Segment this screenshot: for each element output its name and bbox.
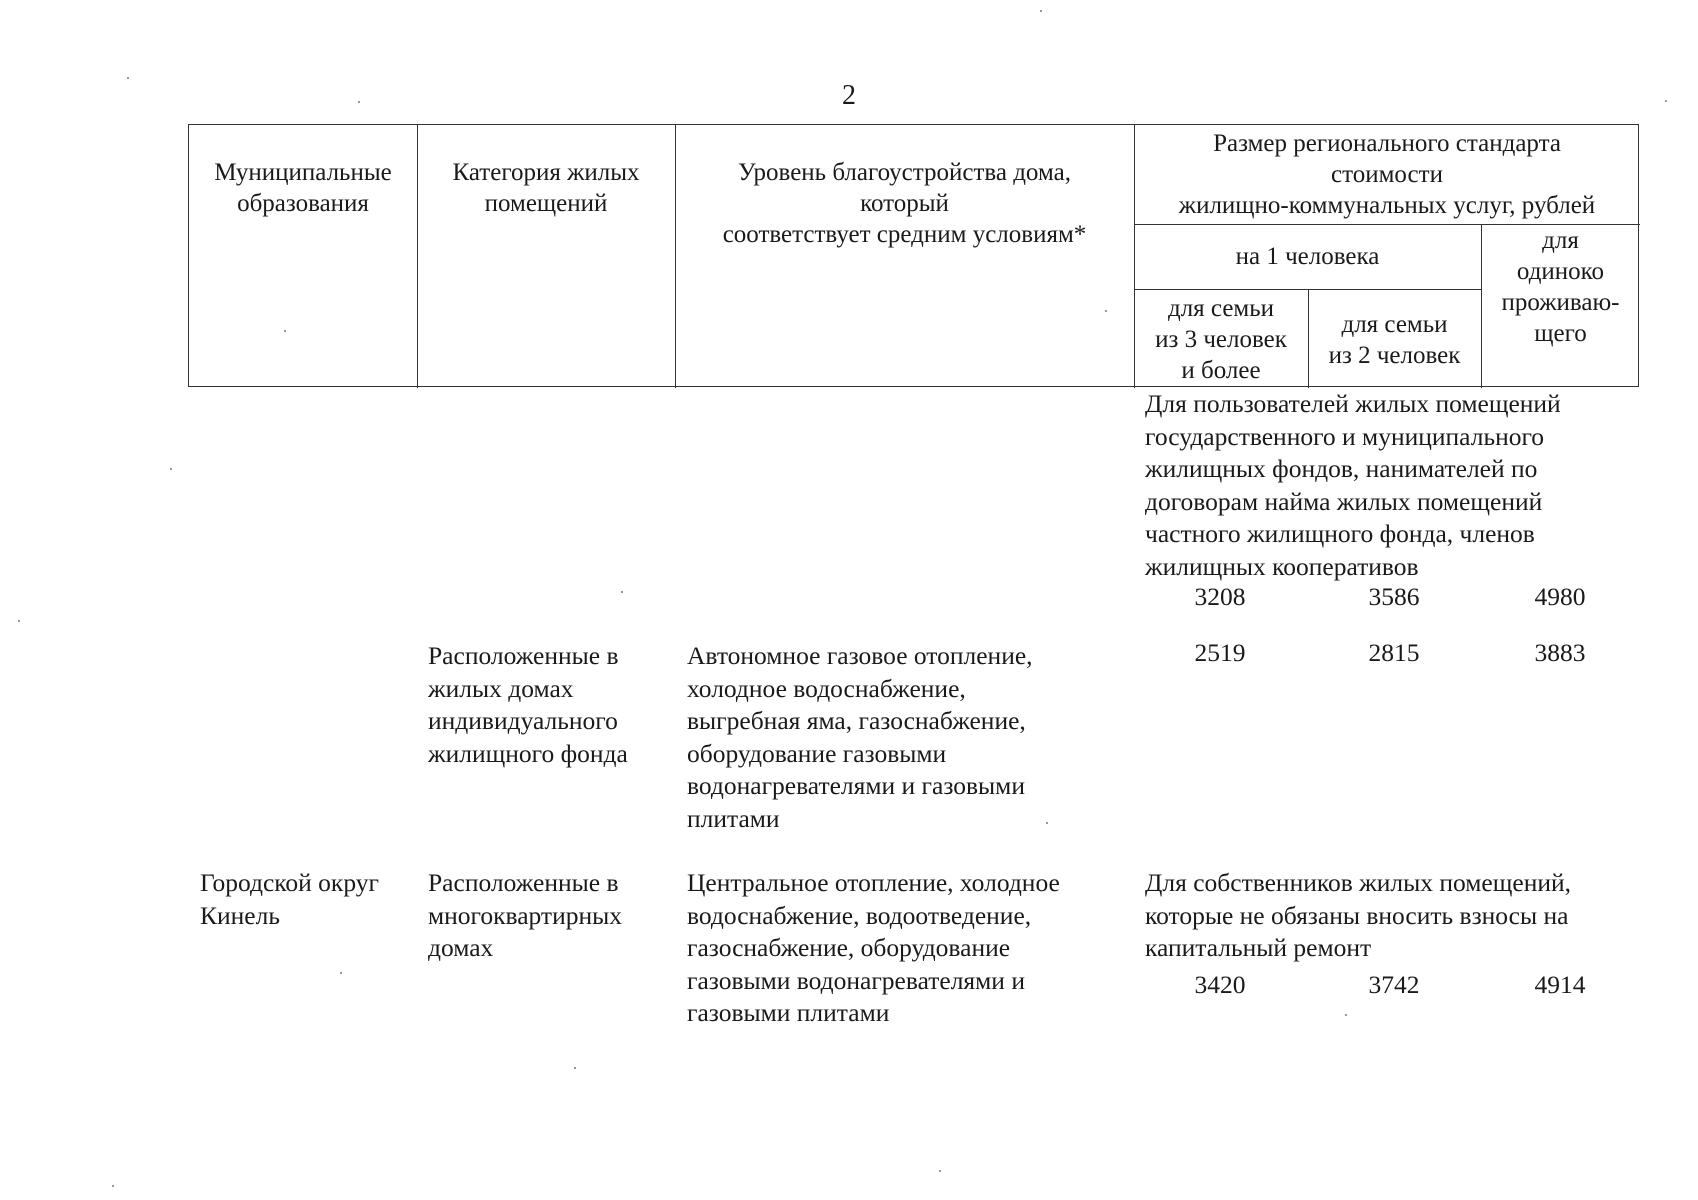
header-family-2: для семьи из 2 человек: [1328, 311, 1461, 369]
value-single: 3883: [1534, 638, 1586, 667]
scan-speck: [112, 1185, 114, 1187]
header-single-resident: для одиноко проживаю- щего: [1501, 227, 1620, 347]
row-category: Расположенные в многоквартирных домах: [428, 868, 623, 962]
scan-speck: [621, 591, 623, 593]
value-single: 4914: [1534, 970, 1586, 999]
page-number: 2: [842, 80, 856, 111]
value-family-2: 3586: [1368, 582, 1420, 611]
scan-speck: [1040, 10, 1042, 12]
header-per-person: на 1 человека: [1235, 243, 1380, 270]
scan-speck: [284, 330, 286, 332]
header-category: Категория жилых помещений: [452, 159, 640, 217]
value-single: 4980: [1534, 582, 1586, 611]
header-regional-standard: Размер регионального стандарта стоимости жилищно-коммунальных услуг, рублей: [1178, 130, 1596, 219]
value-family-3: 2519: [1194, 638, 1246, 667]
scan-speck: [358, 101, 360, 103]
value-family-3: 3208: [1194, 582, 1246, 611]
scan-speck: [574, 1067, 576, 1069]
scan-speck: [127, 77, 129, 79]
header-improvement-level: Уровень благоустройства дома, который соответствует средним условиям*: [722, 159, 1087, 248]
scan-speck: [18, 620, 20, 622]
scan-speck: [1046, 822, 1048, 824]
value-family-2: 2815: [1368, 638, 1420, 667]
row-note: Для пользователей жилых помещений государственного и муниципального жилищных фондов, нанимателей по договорам найма жилых помещений частного жилищного фонда, членов жилищных кооперативов: [1145, 389, 1561, 581]
scan-speck: [939, 1170, 941, 1172]
scan-speck: [1345, 1014, 1347, 1016]
row-improvement-level: Центральное отопление, холодное водоснабжение, водоотведение, газоснабжение, оборудование газовыми водонагревателями и газовыми плитами: [687, 868, 1060, 1027]
value-family-2: 3742: [1368, 970, 1420, 999]
scan-speck: [1105, 310, 1107, 312]
header-family-3: для семьи из 3 человек и более: [1155, 295, 1287, 384]
row-note: Для собственников жилых помещений, которые не обязаны вносить взносы на капитальный ремонт: [1145, 868, 1572, 962]
scan-speck: [1665, 100, 1667, 102]
value-family-3: 3420: [1194, 970, 1246, 999]
header-municipalities: Муниципальные образования: [214, 159, 392, 217]
table-header: [188, 124, 1639, 387]
row-municipality: Городской округ Кинель: [200, 868, 379, 930]
divider: [1134, 289, 1481, 290]
row-category: Расположенные в жилых домах индивидуального жилищного фонда: [428, 641, 628, 768]
row-improvement-level: Автономное газовое отопление, холодное водоснабжение, выгребная яма, газоснабжение, оборудование газовыми водонагревателями и газовыми плитами: [687, 641, 1033, 833]
scan-speck: [340, 972, 342, 974]
scan-speck: [170, 468, 172, 470]
